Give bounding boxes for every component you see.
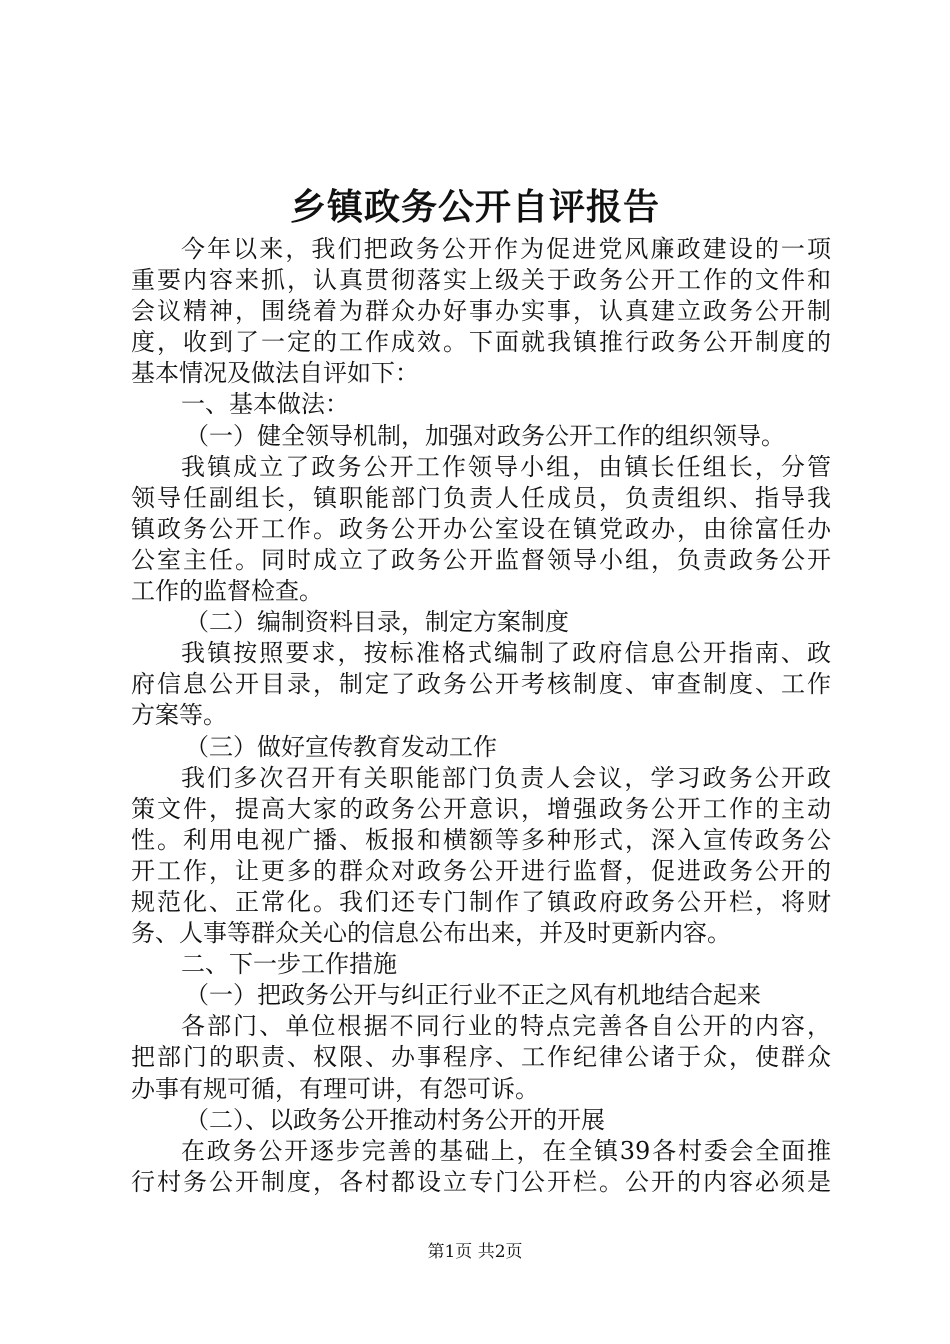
document-body — [131, 234, 831, 1198]
paragraph-line: 行村务公开制度，各村都设立专门公开栏。公开的内容必须是 — [131, 1167, 831, 1196]
paragraph-line: 我镇成立了政务公开工作领导小组，由镇长任组长，分管 — [181, 452, 831, 481]
paragraph-line: 方案等。 — [131, 701, 227, 730]
paragraph-line: 公室主任。同时成立了政务公开监督领导小组，负责政务公开 — [131, 545, 831, 574]
subsection-heading: （一）健全领导机制，加强对政务公开工作的组织领导。 — [185, 421, 785, 450]
paragraph-line: 把部门的职责、权限、办事程序、工作纪律公诸于众，使群众 — [131, 1043, 831, 1072]
paragraph-line: 工作的监督检查。 — [131, 577, 323, 606]
paragraph-line: 开工作，让更多的群众对政务公开进行监督，促进政务公开的 — [131, 856, 831, 885]
paragraph-line: 重要内容来抓，认真贯彻落实上级关于政务公开工作的文件和 — [131, 266, 831, 295]
paragraph-line: 会议精神，围绕着为群众办好事办实事，认真建立政务公开制 — [131, 297, 831, 326]
paragraph-line: 各部门、单位根据不同行业的特点完善各自公开的内容， — [181, 1012, 831, 1041]
page-footer: 第1页 共2页 — [427, 1242, 523, 1262]
paragraph-line: 办事有规可循，有理可讲，有怨可诉。 — [131, 1074, 539, 1103]
paragraph-line: 在政务公开逐步完善的基础上，在全镇39各村委会全面推 — [181, 1136, 831, 1165]
paragraph-line: 务、人事等群众关心的信息公布出来，并及时更新内容。 — [131, 919, 731, 948]
subsection-heading: （二）、以政务公开推动村务公开的开展 — [185, 1105, 605, 1134]
subsection-heading: （三）做好宣传教育发动工作 — [185, 732, 497, 761]
subsection-heading: （一）把政务公开与纠正行业不正之风有机地结合起来 — [185, 981, 761, 1010]
paragraph-line: 规范化、正常化。我们还专门制作了镇政府政务公开栏，将财 — [131, 887, 831, 916]
paragraph-line: 领导任副组长，镇职能部门负责人任成员，负责组织、指导我 — [131, 483, 831, 512]
section-heading: 一、基本做法： — [181, 390, 349, 419]
paragraph-line: 我们多次召开有关职能部门负责人会议，学习政务公开政 — [181, 763, 831, 792]
paragraph-line: 我镇按照要求，按标准格式编制了政府信息公开指南、政 — [181, 639, 831, 668]
paragraph-line: 今年以来，我们把政务公开作为促进党风廉政建设的一项 — [181, 235, 831, 263]
subsection-heading: （二）编制资料目录，制定方案制度 — [185, 608, 569, 637]
section-heading: 二、下一步工作措施 — [181, 950, 397, 979]
paragraph-line: 性。利用电视广播、板报和横额等多种形式，深入宣传政务公 — [131, 825, 831, 854]
paragraph-line: 度，收到了一定的工作成效。下面就我镇推行政务公开制度的 — [131, 328, 831, 357]
paragraph-line: 策文件，提高大家的政务公开意识，增强政务公开工作的主动 — [131, 794, 831, 823]
paragraph-line: 基本情况及做法自评如下： — [131, 359, 419, 388]
paragraph-line: 镇政务公开工作。政务公开办公室设在镇党政办，由徐富任办 — [131, 514, 831, 543]
document-title: 乡镇政务公开自评报告 — [289, 186, 660, 228]
paragraph-line: 府信息公开目录，制定了政务公开考核制度、审查制度、工作 — [131, 670, 831, 699]
